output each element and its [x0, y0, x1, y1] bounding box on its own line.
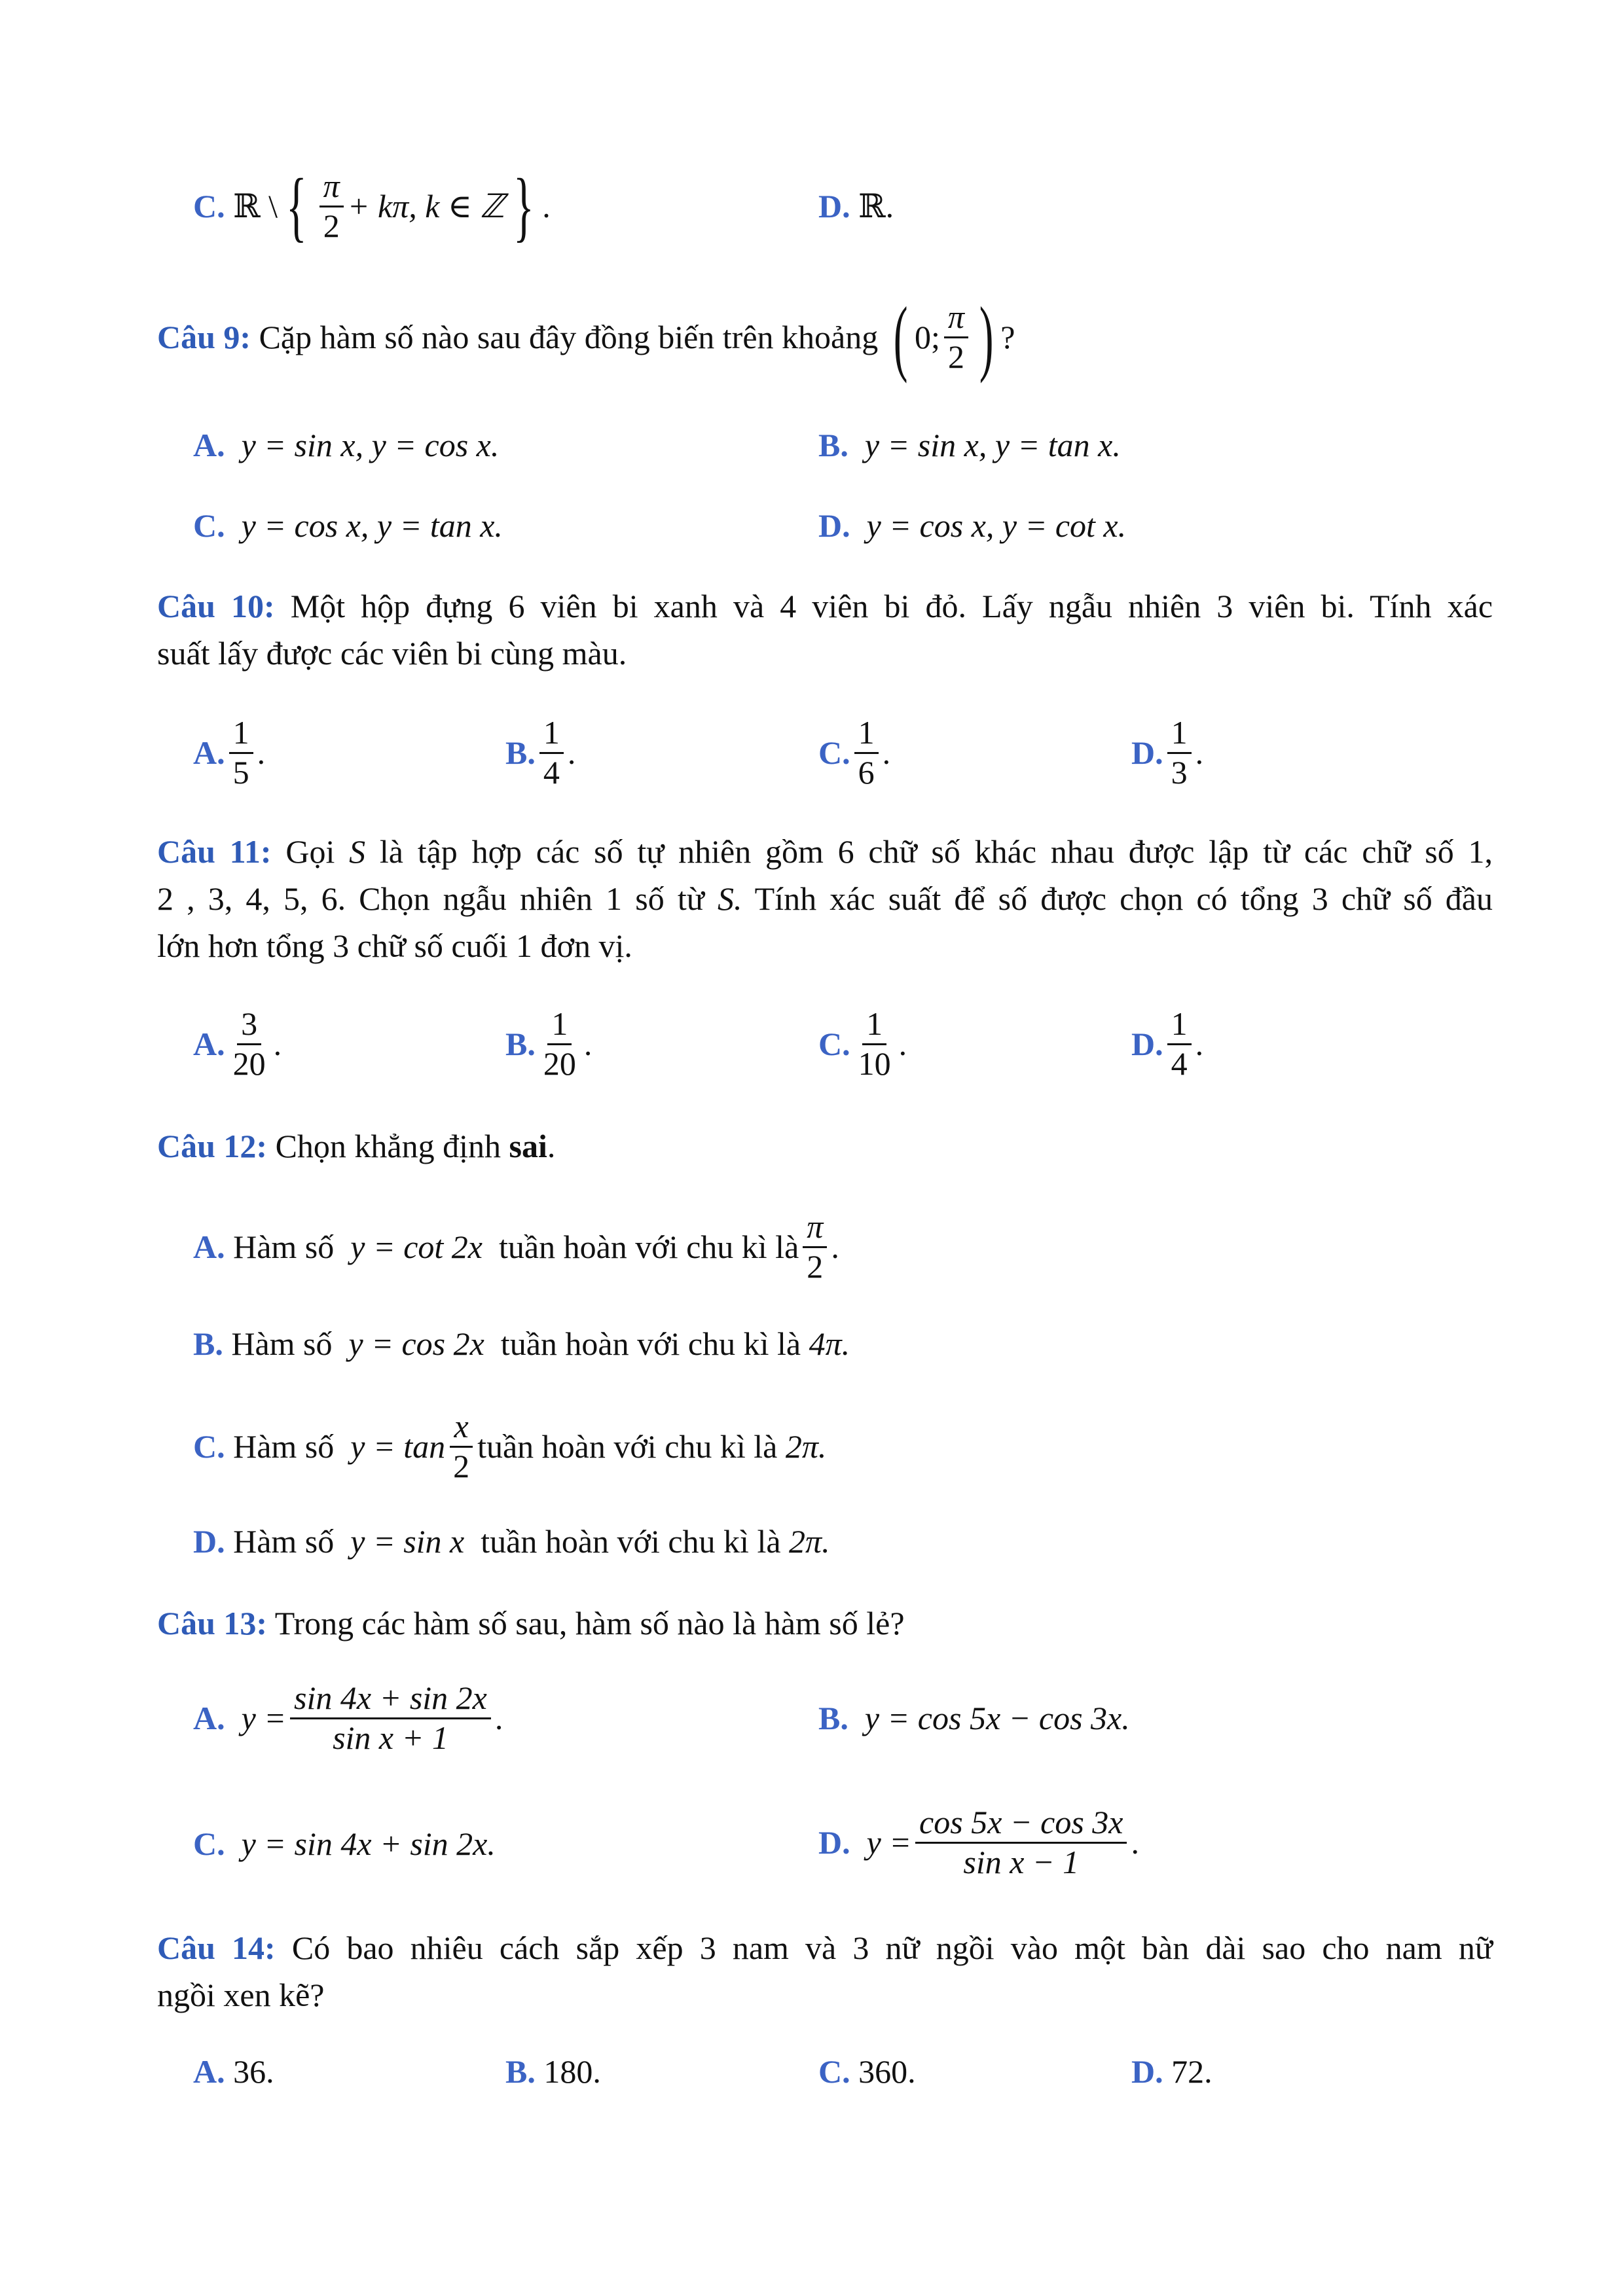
question-label: Câu 11:: [157, 833, 272, 870]
question-11: Câu 11: Gọi S là tập hợp các số tự nhiên gồm 6 chữ số khác nhau được lập từ các chữ số 1, 2 , 3, 4, 5, 6. Chọn ngẫu nhiên 1 số từ S. Tính xác suất để số được chọn có tổng 3 chữ số đầu lớn hơn tổng 3 chữ số cuối 1 đơn vị.: [157, 833, 1493, 964]
q11-option-c: C. $\frac{1}{10}$ .: [818, 1005, 907, 1082]
q12-option-b: B. Hàm số y = cos 2x tuần hoàn với chu kì là 4π.: [193, 1325, 850, 1362]
question-label: Câu 12:: [157, 1128, 268, 1164]
period: .: [542, 188, 551, 224]
q12-option-a: A. Hàm số y = cot 2x tuần hoàn với chu kì là $\frac{\pi}{2}$ .: [193, 1208, 839, 1285]
question-label: Câu 9:: [157, 319, 251, 355]
q11-option-a: A. $\frac{3}{20}$ .: [193, 1005, 282, 1082]
q9-option-a: A. y = sin x, y = cos x.: [193, 427, 500, 463]
q9-stem: [157, 288, 1015, 386]
q10-option-b: B. $\frac{1}{4}$ .: [505, 714, 576, 791]
question-text-cont: suất lấy được các viên bi cùng màu.: [157, 635, 627, 672]
q8-option-c: [193, 160, 551, 252]
q14-option-d: D. 72.: [1131, 2053, 1213, 2090]
option-text: ℝ.: [858, 188, 894, 224]
question-12: Câu 12: Chọn khẳng định sai.: [157, 1128, 556, 1164]
q10-option-a: A. $\frac{1}{5}$ .: [193, 714, 266, 791]
q8-option-d: [818, 190, 894, 223]
option-label: C.: [193, 188, 225, 224]
set-expression: + kπ, k ∈ ℤ: [347, 188, 505, 224]
question-text: Một hộp đựng 6 viên bi xanh và 4 viên bi đỏ. Lấy ngẫu nhiên 3 viên bi. Tính xác: [290, 588, 1493, 624]
q11-option-d: D. $\frac{1}{4}$ .: [1131, 1005, 1204, 1082]
question-text: Cặp hàm số nào sau đây đồng biến trên khoảng: [259, 319, 879, 355]
fraction: $\frac{\pi}{2}$: [944, 298, 968, 376]
question-13: [157, 1607, 905, 1640]
question-10: [157, 583, 1493, 677]
question-label: Câu 10:: [157, 588, 275, 624]
q14-option-c: C. 360.: [818, 2053, 916, 2090]
fraction: $\frac{\pi}{2}$: [319, 168, 344, 245]
paren-right: ): [979, 290, 994, 384]
question-mark: ?: [1000, 319, 1015, 355]
q14-option-a: A. 36.: [193, 2053, 274, 2090]
q12-option-d: D. Hàm số y = sin x tuần hoàn với chu kì là 2π.: [193, 1523, 830, 1560]
question-label: Câu 13:: [157, 1605, 268, 1641]
option-label: D.: [818, 188, 850, 224]
question-label: Câu 14:: [157, 1929, 276, 1966]
q11-option-b: B. $\frac{1}{20}$ .: [505, 1005, 593, 1082]
q9-option-c: C. y = cos x, y = tan x.: [193, 507, 503, 544]
q10-option-d: D. $\frac{1}{3}$ .: [1131, 714, 1204, 791]
set-prefix: ℝ \: [233, 188, 278, 224]
paren-left: (: [893, 290, 908, 384]
q10-option-c: C. $\frac{1}{6}$ .: [818, 714, 891, 791]
q14-option-b: B. 180.: [505, 2053, 601, 2090]
interval-left: 0;: [915, 319, 940, 355]
q9-option-d: D. y = cos x, y = cot x.: [818, 507, 1127, 544]
brace-left: {: [286, 162, 307, 249]
brace-right: }: [513, 162, 534, 249]
q13-option-a: A. y = $\frac{\sin 4x + \sin 2x}{\text{sin x + 1}}$ .: [193, 1679, 503, 1756]
question-14: Câu 14: Có bao nhiêu cách sắp xếp 3 nam và 3 nữ ngồi vào một bàn dài sao cho nam nữ ngồi xen kẽ?: [157, 1929, 1493, 2013]
q13-option-d: D. y = $\frac{\cos 5x - \cos 3x}{\text{sin x − 1}}$ .: [818, 1804, 1139, 1880]
question-text: Trong các hàm số sau, hàm số nào là hàm số lẻ?: [274, 1605, 905, 1641]
q12-option-c: C. Hàm số y = tan $\frac{x}{2}$ tuần hoàn với chu kì là 2π.: [193, 1408, 827, 1484]
q9-option-b: B. y = sin x, y = tan x.: [818, 427, 1121, 463]
q13-option-c: C. y = sin 4x + sin 2x.: [193, 1825, 496, 1862]
q13-option-b: B. y = cos 5x − cos 3x.: [818, 1700, 1130, 1736]
